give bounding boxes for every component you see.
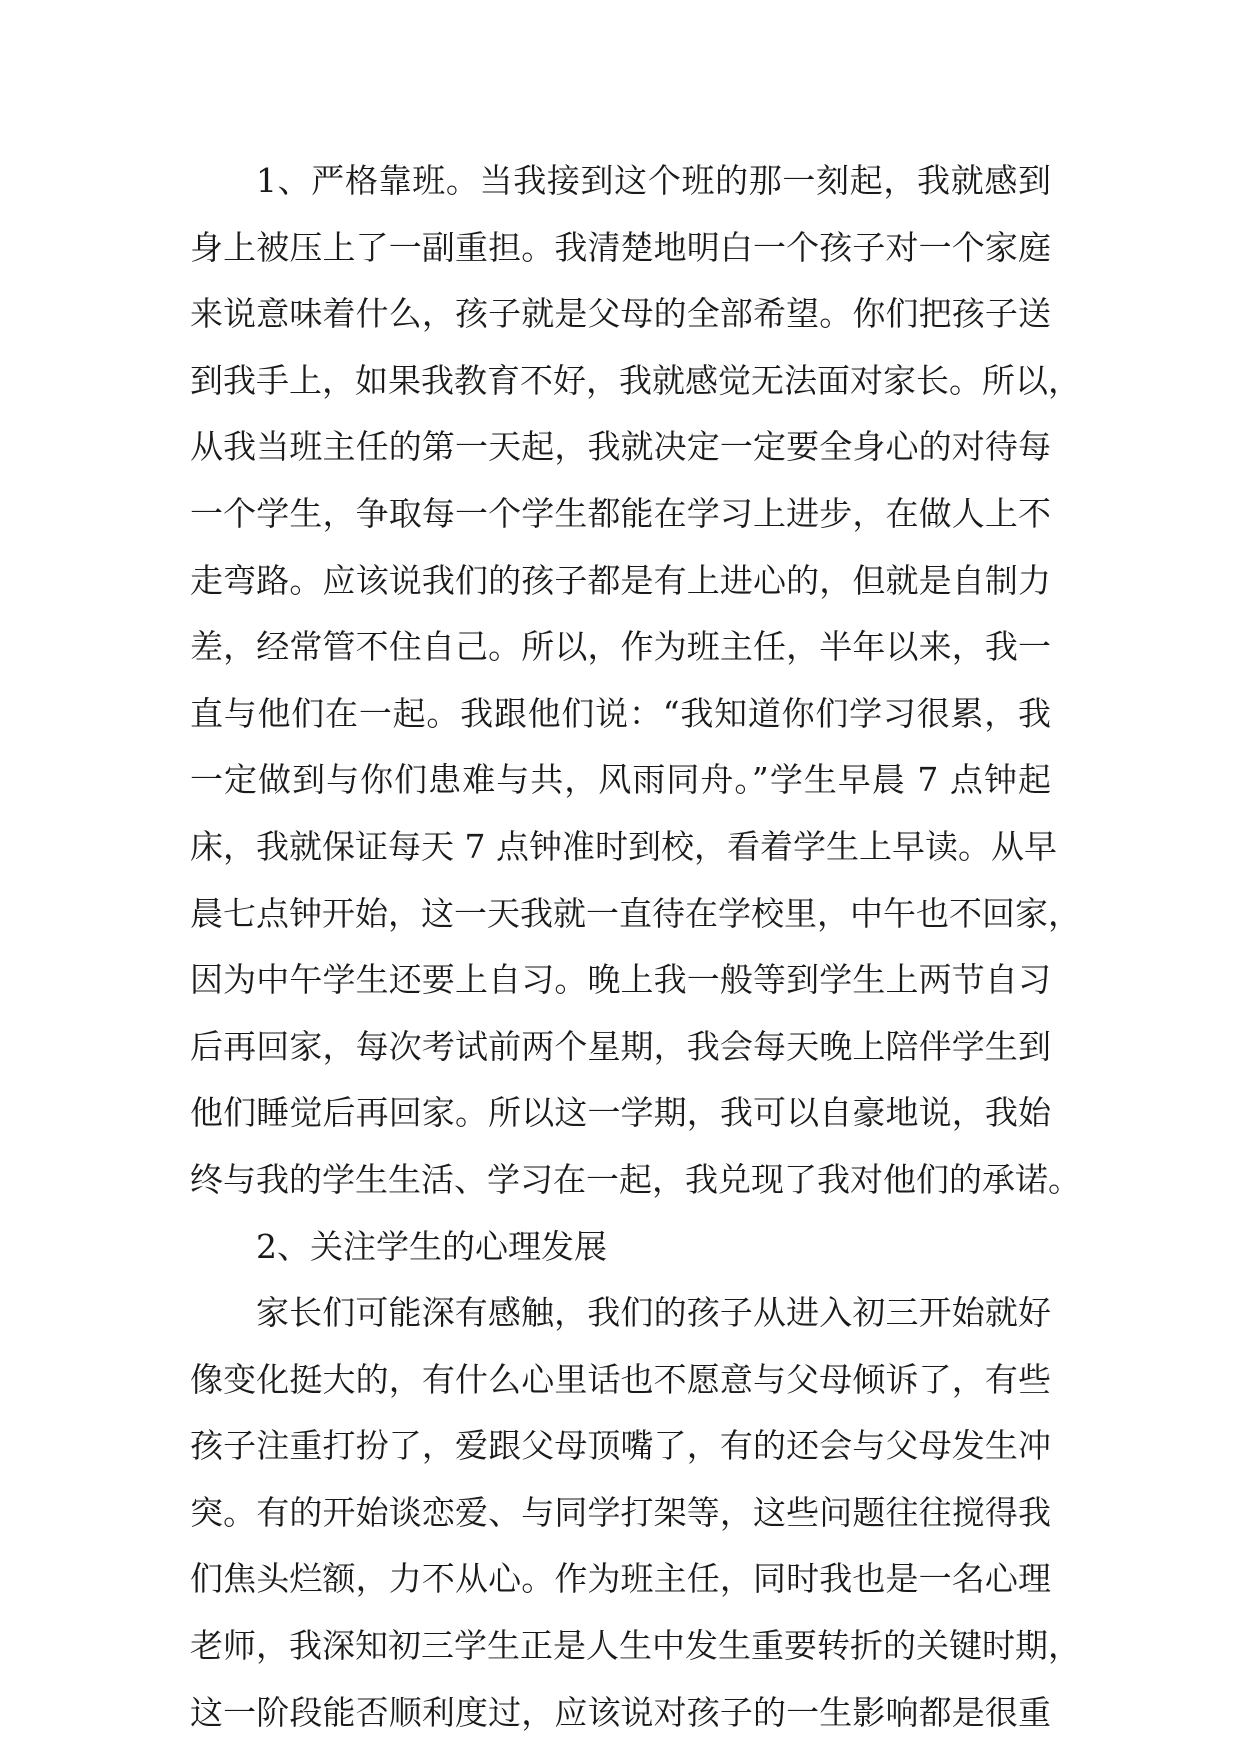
text-line: 老师，我深知初三学生正是人生中发生重要转折的关键时期， xyxy=(190,1626,1081,1666)
document-page xyxy=(190,148,1081,1746)
text-line: 1、严格靠班。当我接到这个班的那一刻起，我就感到 xyxy=(256,161,1051,200)
text-line: 一定做到与你们患难与共，风雨同舟。”学生早晨 7 点钟起 xyxy=(190,760,1051,800)
text-line: 因为中午学生还要上自习。晚上我一般等到学生上两节自习 xyxy=(190,960,1051,1000)
paragraph-strict-duty xyxy=(190,148,1081,1214)
text-line: 家长们可能深有感触，我们的孩子从进入初三开始就好 xyxy=(256,1293,1051,1333)
text-line: 走弯路。应该说我们的孩子都是有上进心的，但就是自制力 xyxy=(190,560,1051,600)
heading-line: 2、关注学生的心理发展 xyxy=(256,1226,607,1266)
section-heading-psychology xyxy=(190,1214,1051,1281)
text-line: 晨七点钟开始，这一天我就一直待在学校里，中午也不回家， xyxy=(190,893,1081,933)
text-line: 们焦头烂额，力不从心。作为班主任，同时我也是一名心理 xyxy=(190,1559,1051,1599)
text-line: 身上被压上了一副重担。我清楚地明白一个孩子对一个家庭 xyxy=(190,227,1051,267)
text-line: 床，我就保证每天 7 点钟准时到校，看着学生上早读。从早 xyxy=(190,826,1057,866)
text-line: 他们睡觉后再回家。所以这一学期，我可以自豪地说，我始 xyxy=(190,1093,1051,1133)
text-line: 突。有的开始谈恋爱、与同学打架等，这些问题往往搅得我 xyxy=(190,1492,1051,1532)
text-line: 终与我的学生生活、学习在一起，我兑现了我对他们的承诺。 xyxy=(190,1159,1081,1199)
text-line: 这一阶段能否顺利度过，应该说对孩子的一生影响都是很重 xyxy=(190,1692,1051,1732)
text-line: 差，经常管不住自己。所以，作为班主任，半年以来，我一 xyxy=(190,627,1051,667)
text-line: 到我手上，如果我教育不好，我就感觉无法面对家长。所以， xyxy=(190,360,1081,400)
text-line: 后再回家，每次考试前两个星期，我会每天晚上陪伴学生到 xyxy=(190,1026,1051,1066)
text-line: 孩子注重打扮了，爱跟父母顶嘴了，有的还会与父母发生冲 xyxy=(190,1426,1051,1466)
paragraph-psychology xyxy=(190,1280,1081,1746)
text-line: 像变化挺大的，有什么心里话也不愿意与父母倾诉了，有些 xyxy=(190,1359,1051,1399)
text-line: 一个学生，争取每一个学生都能在学习上进步，在做人上不 xyxy=(190,493,1051,533)
text-line: 来说意味着什么，孩子就是父母的全部希望。你们把孩子送 xyxy=(190,294,1051,334)
text-line: 从我当班主任的第一天起，我就决定一定要全身心的对待每 xyxy=(190,427,1051,467)
text-line: 直与他们在一起。我跟他们说：“我知道你们学习很累，我 xyxy=(190,693,1051,733)
